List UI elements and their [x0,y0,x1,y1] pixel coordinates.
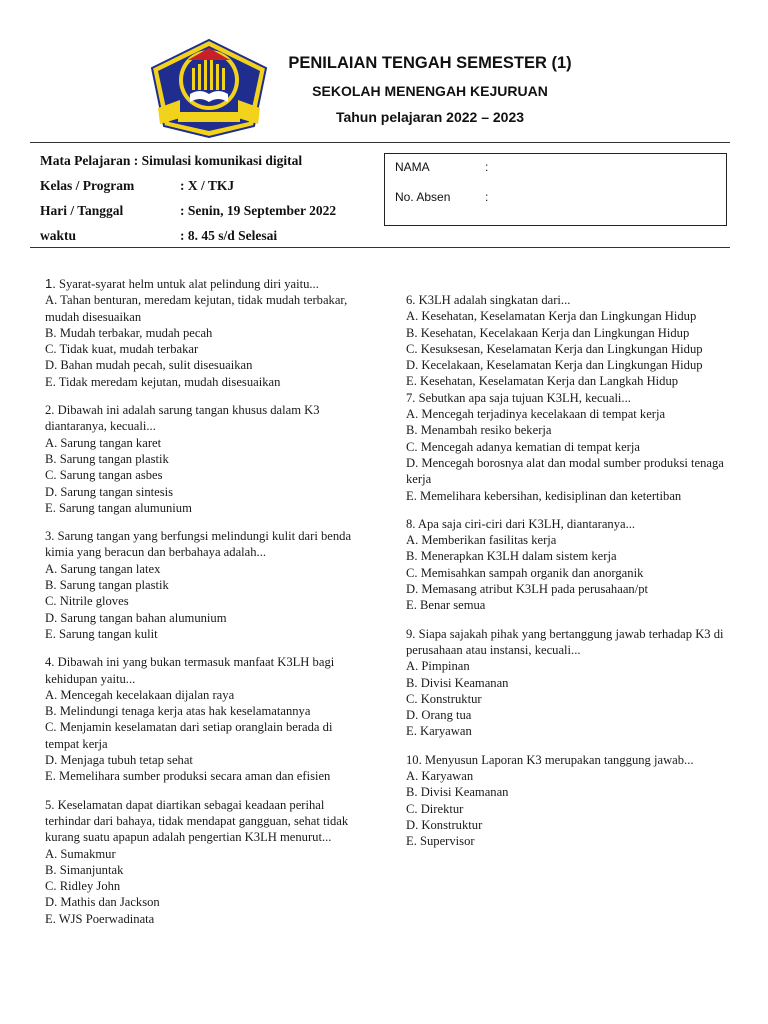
question-text [45,797,363,846]
question-number: 2. [45,403,55,418]
exam-info [40,152,370,252]
answer-option: E. Tidak meredam kejutan, mudah disesuaikan [45,374,281,389]
answer-option: A. Sarung tangan latex [45,561,161,576]
info-divider [30,247,730,248]
question-stem: Sebutkan apa saja tujuan K3LH, kecuali... [415,390,631,405]
question-number: 6. [406,293,416,307]
info-label: Hari / Tanggal [40,203,124,218]
answer-option: B. Simanjuntak [45,862,124,877]
info-value: : X / TKJ [180,178,235,193]
answer-option: A. Karyawan [406,769,474,784]
question-number: 5. [45,797,55,812]
answer-option: D. Sarung tangan bahan alumunium [45,610,227,625]
question [406,626,724,740]
school-name: SEKOLAH MENENGAH KEJURUAN [312,83,548,99]
answer-option: A. Mencegah terjadinya kecelakaan di tempat kerja [406,407,666,422]
question-number: 7. [406,390,416,405]
answer-option: A. Sumakmur [45,846,116,861]
answer-option: B. Divisi Keamanan [406,675,509,690]
answer-option: E. Kesehatan, Keselamatan Kerja dan Langkah Hidup [406,374,679,389]
question-text [45,402,363,435]
question-text [406,752,724,768]
question [45,654,363,784]
question [45,276,363,390]
answer-option: D. Konstruktur [406,817,483,832]
student-absen-row[interactable] [395,190,488,204]
info-row-date [40,202,370,227]
question-number: 10. [406,752,422,767]
answer-option: A. Sarung tangan karet [45,435,162,450]
answer-option: B. Kesehatan, Kecelakaan Kerja dan Lingkungan Hidup [406,325,690,340]
question-stem: Menyusun Laporan K3 merupakan tanggung jawab... [421,752,694,767]
question-text [45,276,363,292]
question-number: 1. [45,276,56,291]
question-number: 3. [45,529,55,544]
answer-option: B. Sarung tangan plastik [45,578,169,593]
info-row-time [40,227,370,252]
question [406,752,724,850]
answer-option: E. Supervisor [406,834,475,849]
question-stem: Dibawah ini adalah sarung tangan khusus dalam K3 diantaranya, kecuali... [45,403,320,434]
header-divider [30,142,730,143]
answer-option: B. Menambah resiko bekerja [406,423,552,438]
question-number: 9. [406,626,416,641]
answer-option: B. Menerapkan K3LH dalam sistem kerja [406,549,617,564]
answer-option: E. WJS Poerwadinata [45,911,155,926]
question [45,402,363,516]
answer-option: E. Memelihara sumber produksi secara aman dan efisien [45,769,331,784]
answer-option: D. Mencegah borosnya alat dan modal sumber produksi tenaga kerja [406,455,724,487]
answer-option: C. Menjamin keselamatan dari setiap oranglain berada di tempat kerja [45,720,333,751]
exam-title: PENILAIAN TENGAH SEMESTER (1) [288,54,572,72]
info-label: Kelas / Program [40,178,135,193]
question-text [406,292,724,308]
student-name-row[interactable] [395,160,488,174]
info-label: waktu [40,228,77,243]
info-value: : Senin, 19 September 2022 [180,203,337,218]
question-stem: Keselamatan dapat diartikan sebagai keadaan perihal terhindar dari bahaya, tidak mendapat gangguan, sehat tidak kurang suatu apapun adalah pengertian K3LH menurut... [45,797,349,845]
question-stem: Syarat-syarat helm untuk alat pelindung diri yaitu... [55,277,319,291]
answer-option: B. Melindungi tenaga kerja atas hak keselamatannya [45,704,311,719]
student-absen-label: No. Absen [395,190,451,204]
answer-option: D. Mathis dan Jackson [45,895,160,910]
student-identity-box [384,153,727,226]
answer-option: C. Kesuksesan, Keselamatan Kerja dan Lingkungan Hidup [406,341,703,356]
answer-option: A. Kesehatan, Keselamatan Kerja dan Lingkungan Hidup [406,309,697,324]
student-name-sep: : [485,160,489,174]
answer-option: E. Memelihara kebersihan, kedisiplinan dan ketertiban [406,488,682,503]
question [45,797,363,927]
answer-option: C. Tidak kuat, mudah terbakar [45,342,199,357]
question-stem: Sarung tangan yang berfungsi melindungi kulit dari benda kimia yang beracun dan berbahaya adalah... [45,529,352,560]
student-absen-sep: : [485,190,489,204]
academic-year: Tahun pelajaran 2022 – 2023 [335,109,525,125]
subject-row [40,152,370,177]
question-text [45,654,363,687]
answer-option: C. Nitrile gloves [45,594,129,609]
question-stem: Apa saja ciri-ciri dari K3LH, diantaranya... [415,516,636,531]
question [45,528,363,642]
answer-option: A. Memberikan fasilitas kerja [406,533,557,548]
answer-option: E. Karyawan [406,724,472,739]
question [406,516,724,614]
question-number: 8. [406,516,416,531]
answer-option: A. Mencegah kecelakaan dijalan raya [45,687,235,702]
school-logo [150,38,268,138]
question-stem: K3LH adalah singkatan dari... [415,293,571,307]
answer-option: C. Ridley John [45,879,121,894]
answer-option: D. Bahan mudah pecah, sulit disesuaikan [45,358,253,373]
answer-option: D. Kecelakaan, Keselamatan Kerja dan Lingkungan Hidup [406,358,703,373]
question-number: 4. [45,655,55,670]
answer-option: C. Mencegah adanya kematian di tempat kerja [406,439,640,454]
answer-option: B. Divisi Keamanan [406,785,509,800]
question-text [406,390,724,406]
info-value: : 8. 45 s/d Selesai [180,228,278,243]
answer-option: D. Menjaga tubuh tetap sehat [45,753,193,768]
answer-option: D. Memasang atribut K3LH pada perusahaan/pt [406,582,649,597]
subject-text: Mata Pelajaran : Simulasi komunikasi digital [40,153,303,168]
questions-left-column [45,276,363,939]
question [406,292,724,390]
answer-option: E. Benar semua [406,598,486,613]
answer-option: C. Direktur [406,801,464,816]
answer-option: E. Sarung tangan kulit [45,626,158,641]
question-text [406,626,724,659]
info-row-class [40,177,370,202]
answer-option: D. Sarung tangan sintesis [45,484,174,499]
answer-option: C. Sarung tangan asbes [45,468,163,483]
question-text [406,516,724,532]
question-text [45,528,363,561]
question [406,390,724,504]
student-name-label: NAMA [395,160,430,174]
question-stem: Siapa sajakah pihak yang bertanggung jawab terhadap K3 di perusahaan atau instansi, kecuali... [406,626,724,657]
answer-option: B. Sarung tangan plastik [45,451,169,466]
answer-option: B. Mudah terbakar, mudah pecah [45,325,213,340]
answer-option: D. Orang tua [406,708,472,723]
questions-right-column [406,292,724,862]
answer-option: A. Tahan benturan, meredam kejutan, tidak mudah terbakar, mudah disesuaikan [45,293,348,324]
question-stem: Dibawah ini yang bukan termasuk manfaat K3LH bagi kehidupan yaitu... [45,655,335,686]
answer-option: A. Pimpinan [406,659,470,674]
answer-option: C. Memisahkan sampah organik dan anorganik [406,565,644,580]
answer-option: C. Konstruktur [406,691,482,706]
answer-option: E. Sarung tangan alumunium [45,500,192,515]
